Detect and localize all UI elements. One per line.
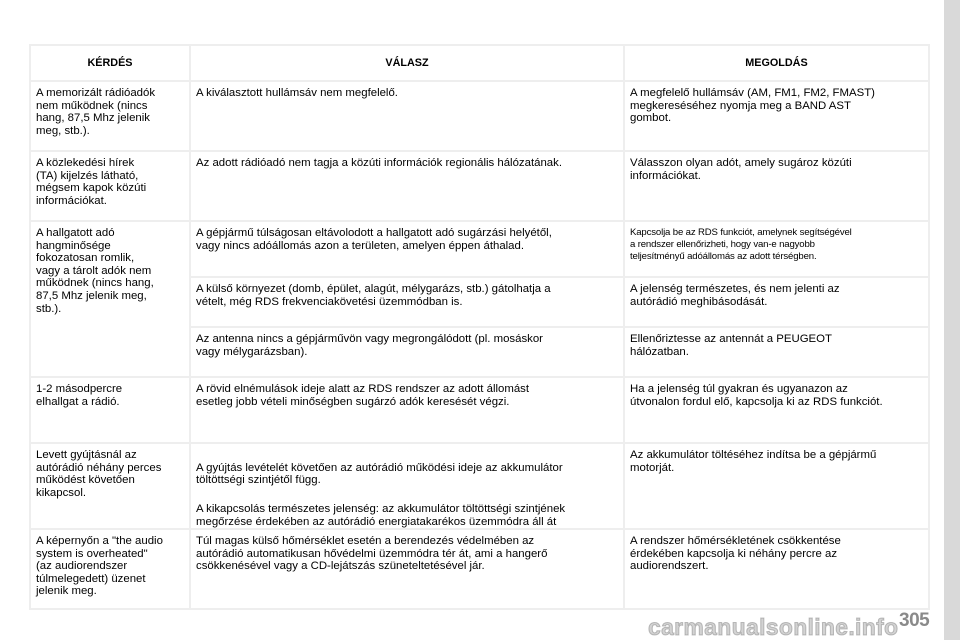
row1-question: A memorizált rádióadók nem működnek (nincs hang, 87,5 Mhz jelenik meg, stb.). — [31, 82, 189, 150]
row5-answer-paragraph-1: A gyújtás levételét követően az autórádió működési ideje az akkumulátor töltöttségi szintjétől függ. — [196, 461, 563, 487]
row3-question: A hallgatott adó hangminősége fokozatosan romlik, vagy a tárolt adók nem működnek (nincs hang, 87,5 Mhz jelenik meg, stb.). — [31, 222, 189, 376]
row2-answer: Az adott rádióadó nem tagja a közúti információk regionális hálózatának. — [191, 152, 623, 220]
page-side-bar — [944, 0, 960, 640]
row3c-solution: Ellenőriztesse az antennát a PEUGEOT hálózatban. — [625, 328, 928, 376]
row3a-solution: Kapcsolja be az RDS funkciót, amelynek segítségével a rendszer ellenőrizheti, hogy van-e nagyobb teljesítményű adóállomás az adott térségben. — [625, 222, 928, 276]
row6-solution: A rendszer hőmérsékletének csökkentése érdekében kapcsolja ki néhány percre az audiorendszert. — [625, 530, 928, 608]
row4-solution: Ha a jelenség túl gyakran és ugyanazon az útvonalon fordul elő, kapcsolja ki az RDS funkciót. — [625, 378, 928, 442]
row3b-solution: A jelenség természetes, és nem jelenti az autórádió meghibásodását. — [625, 278, 928, 326]
row4-question: 1-2 másodpercre elhallgat a rádió. — [31, 378, 189, 442]
row5-solution: Az akkumulátor töltéséhez indítsa be a gépjármű motorját. — [625, 444, 928, 528]
row6-answer: Túl magas külső hőmérséklet esetén a berendezés védelmében az autórádió automatikusan hővédelmi üzemmódra tér át, ami a hangerő csökkenésével vagy a CD-lejátszás szüneteltetésével jár. — [191, 530, 623, 608]
row3b-answer: A külső környezet (domb, épület, alagút, mélygarázs, stb.) gátolhatja a vételt, még RDS frekvenciakövetési üzemmódban is. — [191, 278, 623, 326]
row2-question: A közlekedési hírek (TA) kijelzés látható, mégsem kapok közúti információkat. — [31, 152, 189, 220]
row5-answer-paragraph-2: A kikapcsolás természetes jelenség: az akkumulátor töltöttségi szintjének megőrzése érdekében az autórádió energiatakarékos üzemmódra áll át — [196, 503, 566, 528]
row2-solution: Válasszon olyan adót, amely sugároz közúti információkat. — [625, 152, 928, 220]
header-answer: VÁLASZ — [191, 46, 623, 80]
row3c-answer: Az antenna nincs a gépjárművön vagy megrongálódott (pl. mosáskor vagy mélygarázsban). — [191, 328, 623, 376]
header-question: KÉRDÉS — [31, 46, 189, 80]
troubleshooting-table — [29, 44, 930, 610]
row6-question: A képernyőn a "the audio system is overheated" (az audiorendszer túlmelegedett) üzenet jelenik meg. — [31, 530, 189, 608]
row1-answer: A kiválasztott hullámsáv nem megfelelő. — [191, 82, 623, 150]
row4-answer: A rövid elnémulások ideje alatt az RDS rendszer az adott állomást esetleg jobb vételi minőségben sugárzó adók keresését végzi. — [191, 378, 623, 442]
row5-question: Levett gyújtásnál az autórádió néhány perces működést követően kikapcsol. — [31, 444, 189, 528]
row3a-answer: A gépjármű túlságosan eltávolodott a hallgatott adó sugárzási helyétől, vagy nincs adóállomás azon a területen, amelyen éppen áthalad. — [191, 222, 623, 276]
row1-solution: A megfelelő hullámsáv (AM, FM1, FM2, FMAST) megkereséséhez nyomja meg a BAND AST gombot. — [625, 82, 928, 150]
row5-answer — [191, 444, 623, 528]
page-number: 305 — [899, 610, 930, 631]
watermark: carmanualsonline.info — [648, 614, 899, 640]
header-solution: MEGOLDÁS — [625, 46, 928, 80]
